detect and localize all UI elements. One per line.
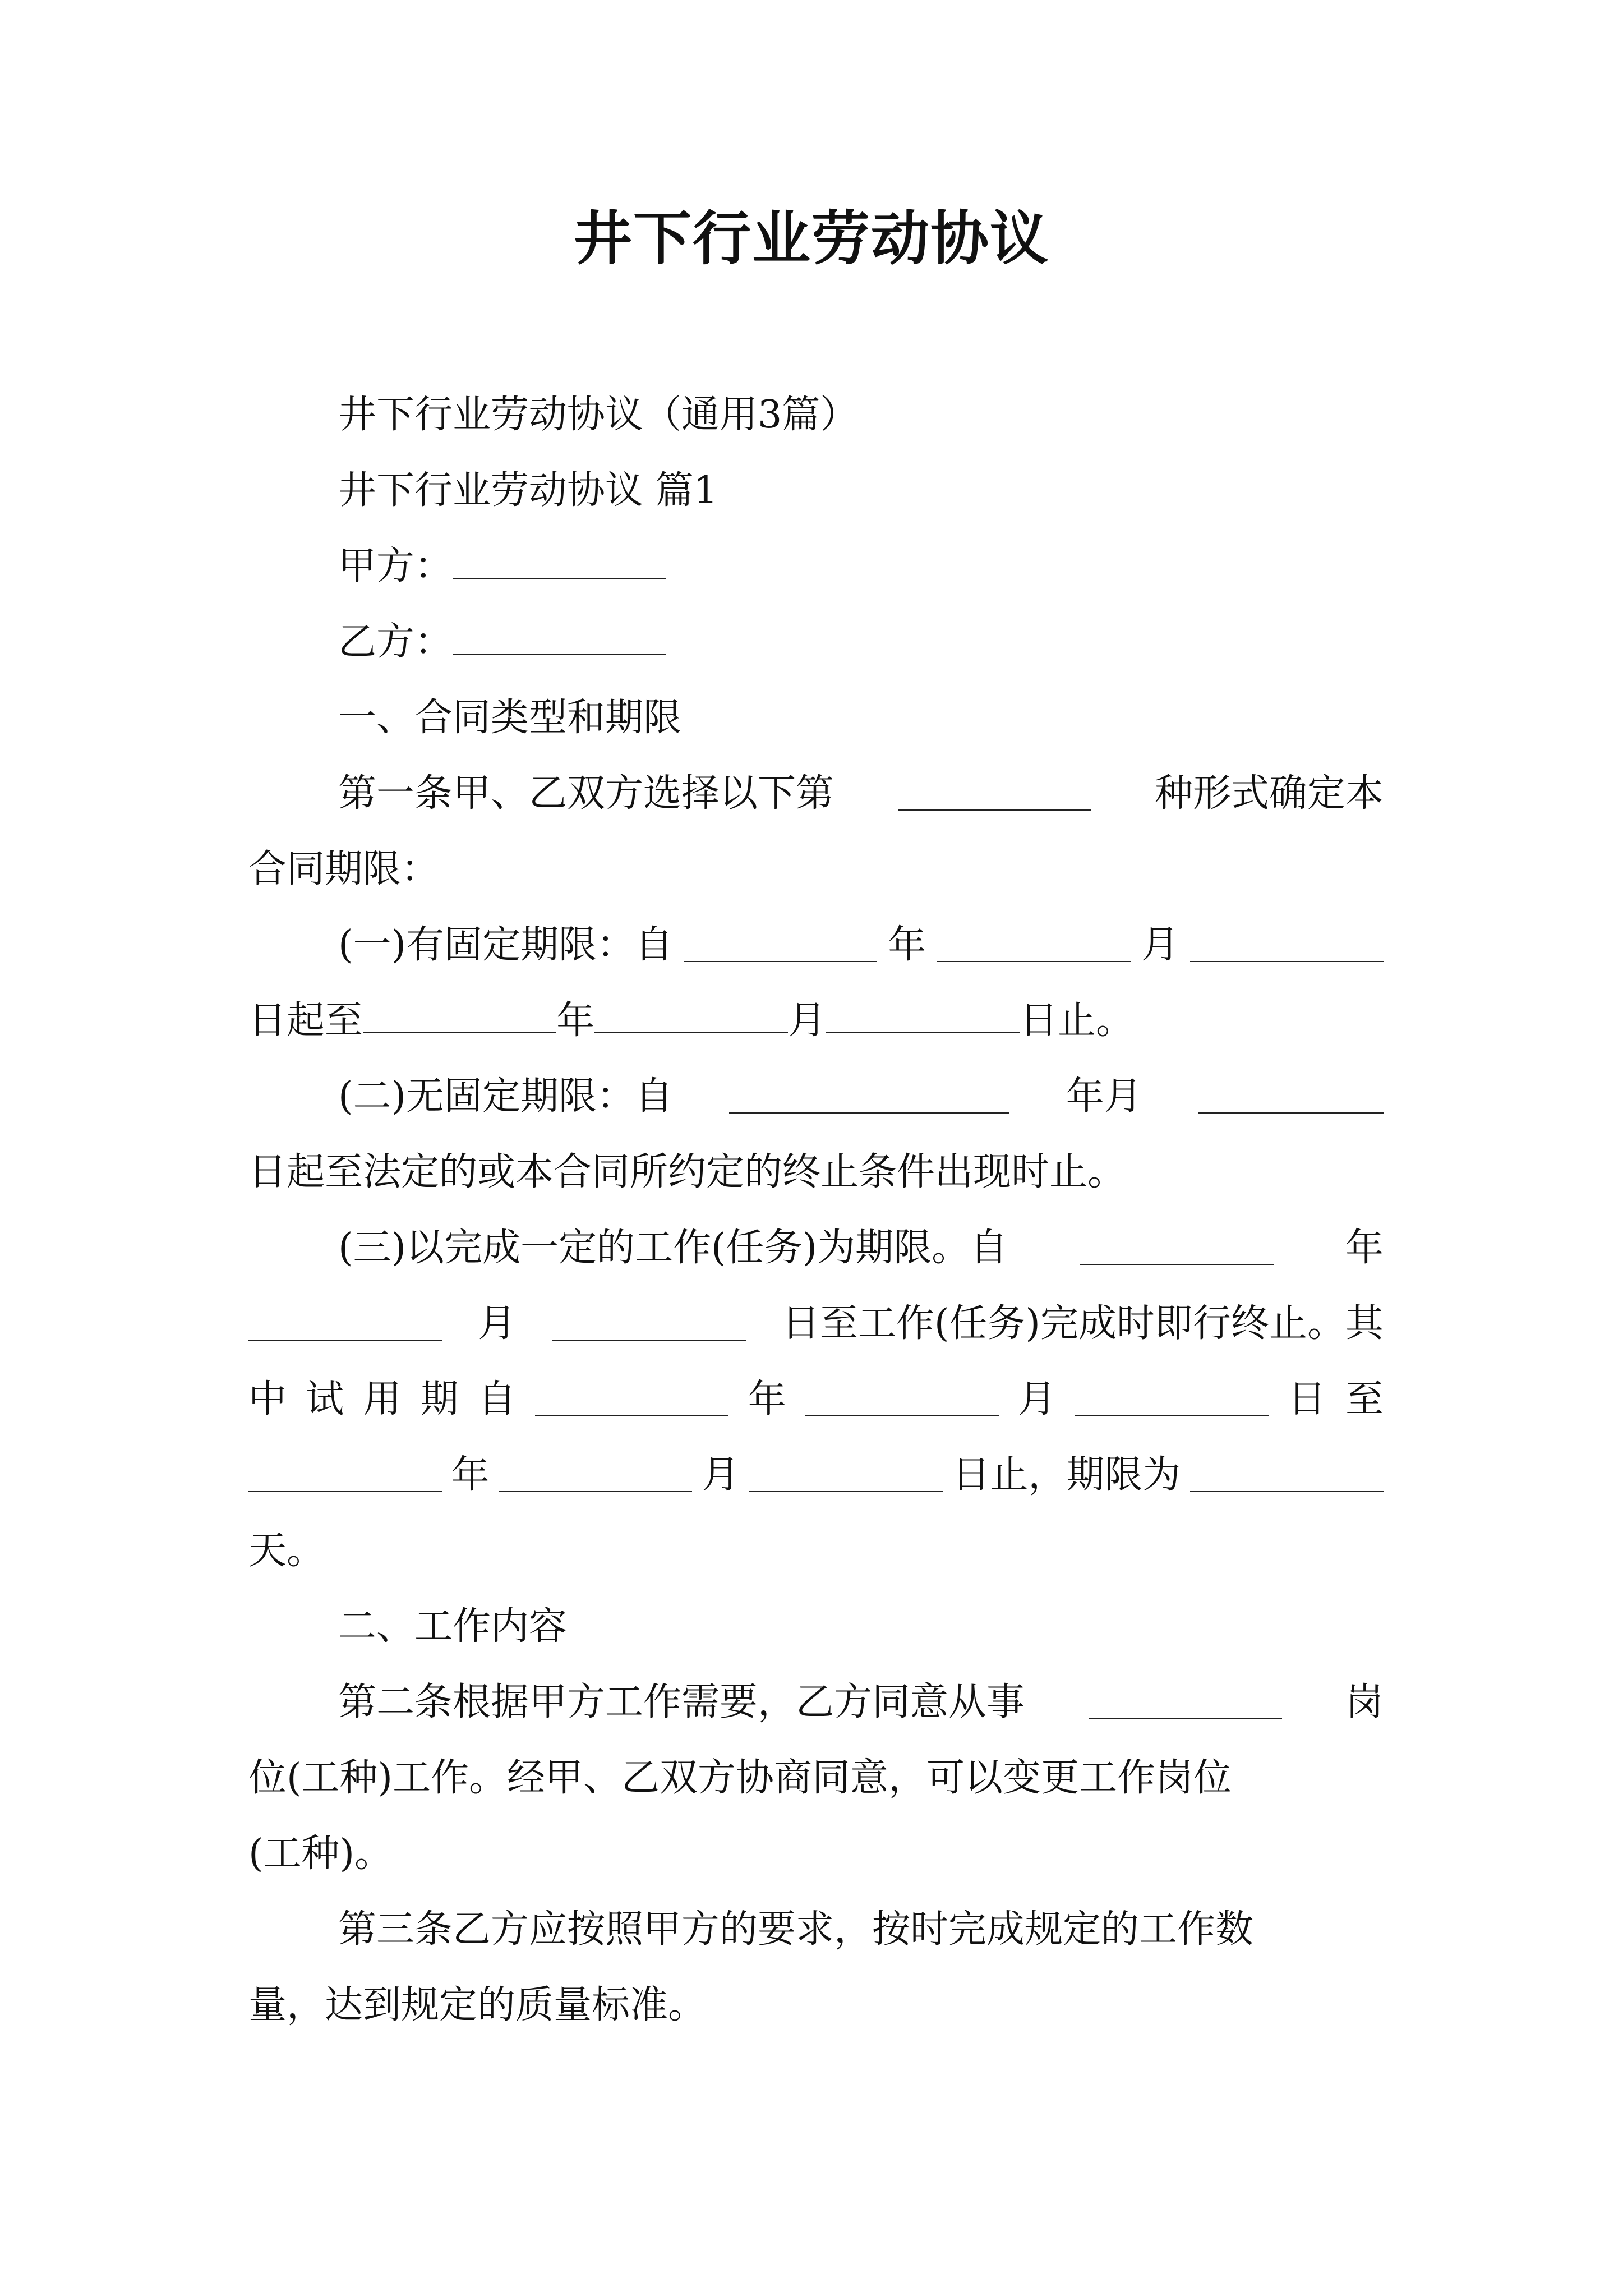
- trial-day-blank: [1075, 1383, 1269, 1416]
- option1-line1: [338, 906, 1384, 984]
- party-a-line: [338, 527, 1384, 606]
- article2-text-d: (工种)。: [248, 1832, 393, 1876]
- option3-text-a: (三)以完成一定的工作(任务)为期限。自: [338, 1226, 1008, 1270]
- option1-end-year: 年: [556, 999, 595, 1043]
- option3-year: 年: [1345, 1226, 1384, 1270]
- option2-year-blank: [729, 1080, 1009, 1114]
- trial-end-year: 年: [451, 1453, 490, 1497]
- option3-day-blank: [552, 1307, 746, 1341]
- option2-year-month: 年月: [1066, 1074, 1142, 1119]
- article2-text-c: 位(工种)工作。经甲、乙双方协商同意，可以变更工作岗位: [248, 1756, 1232, 1800]
- article1-line1: [338, 754, 1384, 833]
- subtitle: [338, 376, 1384, 454]
- option1-end-year-blank: [363, 1000, 556, 1033]
- option1-end-month-blank: [594, 1000, 788, 1033]
- trial-month: 月: [1018, 1377, 1057, 1421]
- article2-text-b: 岗: [1345, 1680, 1384, 1724]
- article2-line1: [338, 1663, 1384, 1742]
- trial-end-day-blank: [749, 1458, 943, 1492]
- article3-line1: [338, 1890, 1384, 1969]
- article2-text-a: 第二条根据甲方工作需要，乙方同意从事: [338, 1680, 1025, 1724]
- section-heading: [338, 452, 1384, 530]
- article3-text-b: 量，达到规定的质量标准。: [248, 1983, 707, 2027]
- party-a-label: 甲方：: [338, 544, 453, 588]
- trial-year: 年: [748, 1377, 786, 1421]
- option1-month: 月: [1141, 923, 1179, 967]
- subtitle-text: 井下行业劳动协议（通用3篇）: [338, 393, 859, 437]
- option1-year: 年: [888, 923, 926, 967]
- option3-line4: [248, 1436, 1384, 1515]
- trial-days: 天。: [248, 1529, 325, 1573]
- option1-line2: [248, 982, 1384, 1060]
- option3-line3: [248, 1360, 1384, 1439]
- option1-end-day-blank: [826, 1000, 1020, 1033]
- article2-line3: [248, 1815, 1384, 1893]
- option2-day-blank: [1198, 1080, 1384, 1114]
- trial-day-end-period: 日止，期限为: [952, 1453, 1181, 1497]
- trial-month-blank: [805, 1383, 999, 1416]
- trial-char-5: 自: [478, 1377, 517, 1421]
- party-b-line: [338, 603, 1384, 682]
- chapter1-heading: [338, 679, 1384, 757]
- option1-day-blank: [1190, 928, 1384, 962]
- chapter2-heading: [338, 1588, 1384, 1666]
- article3-text-a: 第三条乙方应按照甲方的要求，按时完成规定的工作数: [338, 1907, 1254, 1952]
- option2-line1: [338, 1057, 1384, 1136]
- article2-line2: [248, 1739, 1384, 1818]
- party-b-label: 乙方：: [338, 620, 453, 664]
- option3-line1: [338, 1209, 1384, 1287]
- trial-char-2: 试: [306, 1377, 344, 1421]
- option2-text-a: (二)无固定期限：自: [338, 1074, 674, 1119]
- article3-line2: [248, 1966, 1384, 2045]
- option1-text-a: (一)有固定期限：自: [338, 923, 674, 967]
- article1-blank: [898, 777, 1091, 811]
- option3-month: 月: [478, 1301, 517, 1346]
- article1-text-a: 第一条甲、乙双方选择以下第: [338, 771, 834, 816]
- trial-year-blank: [535, 1383, 728, 1416]
- option3-line2: [248, 1285, 1384, 1363]
- chapter1-heading-text: 一、合同类型和期限: [338, 696, 682, 740]
- option3-line5: [248, 1512, 1384, 1590]
- section-heading-text: 井下行业劳动协议 篇1: [338, 468, 718, 513]
- party-b-blank: [453, 621, 666, 655]
- chapter2-heading-text: 二、工作内容: [338, 1604, 568, 1649]
- option2-text-b: 日起至法定的或本合同所约定的终止条件出现时止。: [248, 1150, 1126, 1194]
- trial-end-month: 月: [701, 1453, 740, 1497]
- option3-year-blank: [1080, 1231, 1274, 1265]
- option1-end-month: 月: [788, 999, 827, 1043]
- option2-line2: [248, 1133, 1384, 1212]
- party-a-blank: [453, 545, 666, 579]
- trial-char-3: 用: [363, 1377, 402, 1421]
- trial-char-1: 中: [248, 1377, 287, 1421]
- article1-text-c: 合同期限：: [248, 847, 440, 891]
- trial-end-year-blank: [248, 1458, 442, 1492]
- trial-day: 日: [1288, 1377, 1326, 1421]
- article1-line2: [248, 830, 1384, 909]
- trial-days-blank: [1190, 1458, 1384, 1492]
- option3-month-blank: [248, 1307, 442, 1341]
- option1-day-from: 日起至: [248, 999, 363, 1043]
- option1-year-blank: [684, 928, 877, 962]
- document-title: 井下行业劳动协议: [573, 204, 1049, 273]
- trial-to: 至: [1345, 1377, 1384, 1421]
- option3-text-b: 日至工作(任务)完成时即行终止。其: [781, 1301, 1384, 1346]
- article1-text-b: 种形式确定本: [1154, 771, 1384, 816]
- trial-char-4: 期: [420, 1377, 459, 1421]
- article2-blank: [1089, 1686, 1282, 1719]
- option1-day-end: 日止。: [1020, 999, 1135, 1043]
- trial-end-month-blank: [499, 1458, 692, 1492]
- option1-month-blank: [937, 928, 1131, 962]
